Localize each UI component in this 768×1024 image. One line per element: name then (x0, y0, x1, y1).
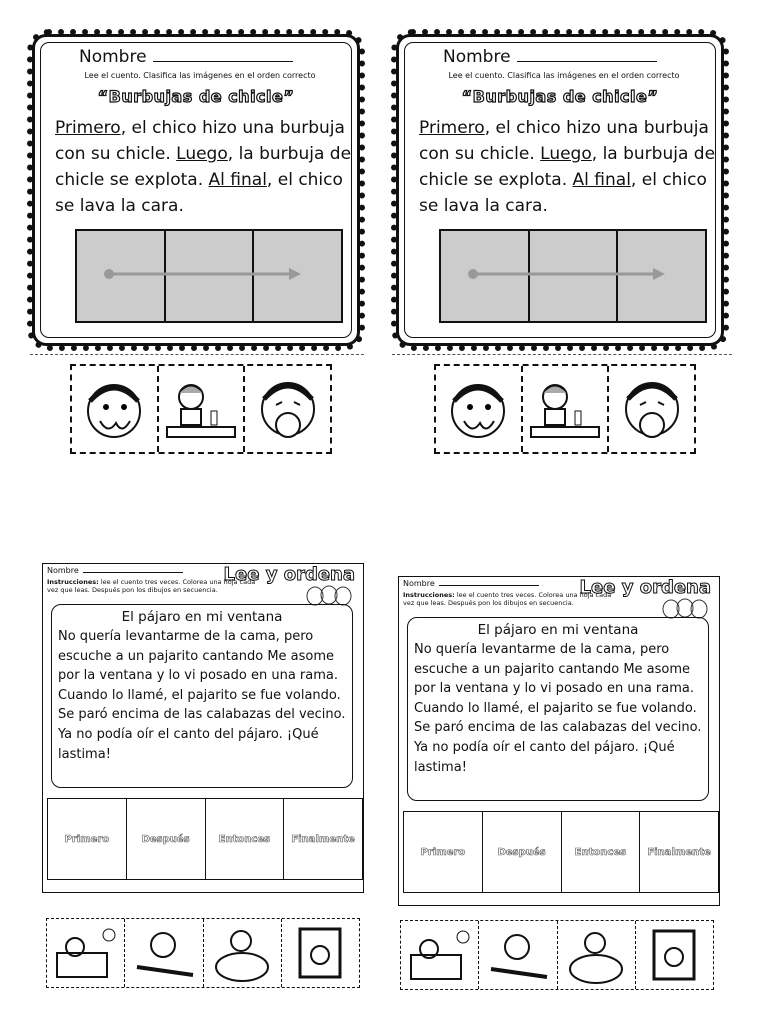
bird-on-branch-icon[interactable] (125, 919, 203, 987)
sequence-box-despues[interactable]: Después (127, 799, 206, 879)
sequence-box-finalmente[interactable]: Finalmente (291, 833, 355, 845)
instructions: Instrucciones: lee el cuento tres veces. Colorea una hoja cada vez que leas. Después pon los dibujos en secuencia. (403, 591, 612, 607)
child-in-bed-icon[interactable] (401, 921, 479, 989)
boy-blowing-bubble-icon[interactable] (245, 366, 330, 452)
bird-on-pumpkins-icon[interactable] (204, 919, 282, 987)
sequence-boxes (403, 811, 719, 893)
picture-cards (400, 920, 714, 990)
instructions: Lee el cuento. Clasifica las imágenes en el orden correcto (84, 71, 316, 80)
picture-cards (434, 364, 696, 454)
name-label: Nombre (403, 579, 435, 588)
worksheet-bird-right (398, 576, 720, 906)
instructions: Instrucciones: lee el cuento tres veces. Colorea una hoja cada vez que leas. Después pon los dibujos en secuencia. (47, 578, 256, 594)
sequence-box-entonces[interactable]: Entonces (562, 812, 641, 892)
story-text: Primero, el chico hizo una burbuja con su chicle. Luego, la burbuja de chicle se explota. Al final, el chico se lava la cara. (55, 118, 352, 216)
story-title: El pájaro en mi ventana (477, 622, 639, 638)
story-title: “Burbujas de chicle” (461, 87, 659, 106)
boy-washing-face-icon[interactable] (159, 366, 246, 452)
sequence-box-finalmente[interactable]: Finalmente (647, 846, 711, 858)
boy-bubble-popped-icon[interactable] (72, 366, 159, 452)
story-title: El pájaro en mi ventana (121, 609, 283, 625)
boy-bubble-popped-icon[interactable] (436, 366, 523, 452)
name-label: Nombre (443, 47, 511, 67)
name-field[interactable] (79, 47, 293, 67)
story-text: Primero, el chico hizo una burbuja con su chicle. Luego, la burbuja de chicle se explota. Al final, el chico se lava la cara. (419, 118, 716, 216)
boy-blowing-bubble-icon[interactable] (609, 366, 694, 452)
cut-line (30, 354, 364, 355)
sequence-boxes (47, 798, 363, 880)
sequence-box-despues[interactable]: Después (483, 812, 562, 892)
boy-washing-face-icon[interactable] (523, 366, 610, 452)
story-text: No quería levantarme de la cama, pero escuche a un pajarito cantando Me asome por la ventana y lo vi posado en una rama. Cuando lo llamé, el pajarito se fue volando. Se paró encima de las calabazas del vecino. Ya no podía oír el canto del pájaro. ¡Qué lastima! (58, 629, 346, 762)
cut-line (392, 354, 732, 355)
story-box (51, 604, 353, 788)
leaves-icon (661, 597, 709, 619)
worksheet-bubble-left (32, 34, 360, 346)
instructions: Lee el cuento. Clasifica las imágenes en el orden correcto (448, 71, 680, 80)
name-label: Nombre (47, 566, 79, 575)
sequence-box-primero[interactable]: Primero (404, 812, 483, 892)
header-title: Lee y ordena (223, 564, 355, 585)
child-in-bed-icon[interactable] (47, 919, 125, 987)
sequence-box-primero[interactable]: Primero (48, 799, 127, 879)
leaves-icon (305, 584, 353, 606)
story-box (407, 617, 709, 801)
window-icon[interactable] (636, 921, 713, 989)
header-title: Lee y ordena (579, 577, 711, 598)
window-icon[interactable] (282, 919, 359, 987)
bird-on-branch-icon[interactable] (479, 921, 557, 989)
name-field[interactable] (443, 47, 657, 67)
bird-on-pumpkins-icon[interactable] (558, 921, 636, 989)
story-text: No quería levantarme de la cama, pero escuche a un pajarito cantando Me asome por la ventana y lo vi posado en una rama. Cuando lo llamé, el pajarito se fue volando. Se paró encima de las calabazas del vecino. Ya no podía oír el canto del pájaro. ¡Qué lastima! (414, 642, 702, 775)
picture-cards (70, 364, 332, 454)
worksheet-bubble-right (396, 34, 724, 346)
name-field[interactable] (47, 566, 183, 575)
name-field[interactable] (403, 579, 539, 588)
story-title: “Burbujas de chicle” (97, 87, 295, 106)
worksheet-bird-left (42, 563, 364, 893)
arrow-right-icon (467, 265, 667, 283)
sequence-box-entonces[interactable]: Entonces (206, 799, 285, 879)
picture-cards (46, 918, 360, 988)
name-label: Nombre (79, 47, 147, 67)
arrow-right-icon (103, 265, 303, 283)
